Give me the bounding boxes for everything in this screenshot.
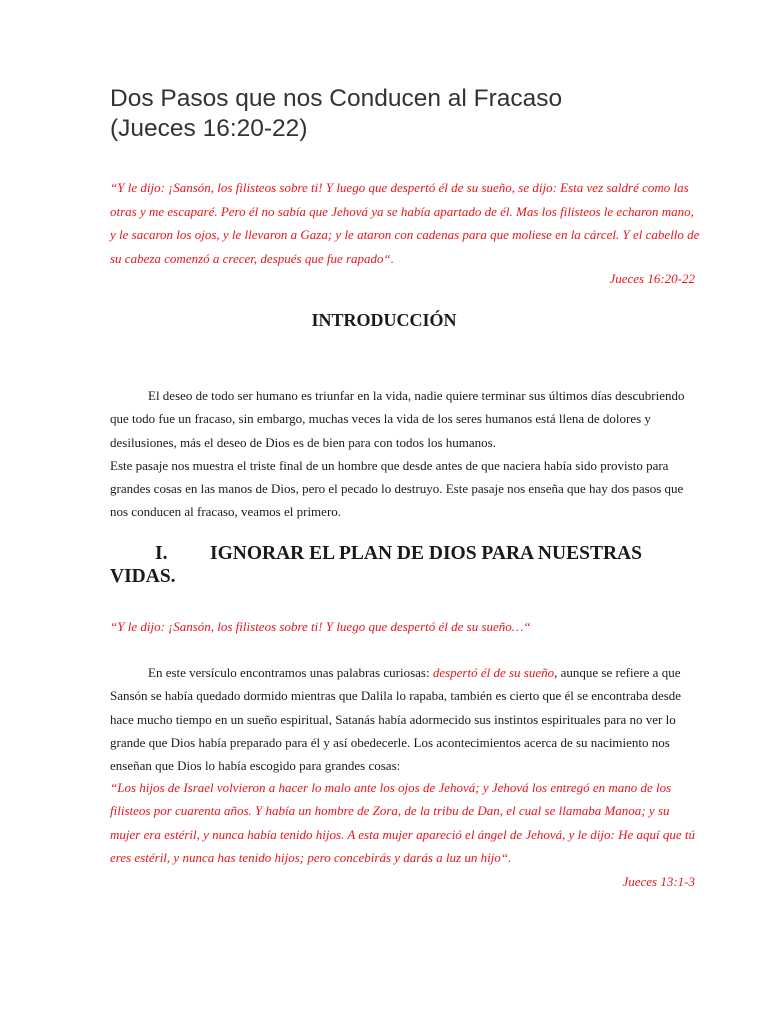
- opening-quote: “Y le dijo: ¡Sansón, los filisteos sobre ti! Y luego que despertó él de su sueño, se dijo: Esta vez saldré como las otras y me escaparé. Pero él no sabía que Jehová ya se había apartado de él. Mas los filisteos le echaron mano, y le sacaron los ojos, y le llevaron a Gaza; y le ataron con cadenas para que moliese en la cárcel. Y el cabello de su cabeza comenzó a crecer, después que fue rapado“.: [110, 180, 700, 266]
- section-1-paragraph-start: En este versículo encontramos unas palabras curiosas:: [148, 665, 433, 680]
- title-line-1: Dos Pasos que nos Conducen al Fracaso: [110, 85, 563, 112]
- introduction-heading: INTRODUCCIÓN: [311, 310, 457, 330]
- introduction-paragraph-1: El deseo de todo ser humano es triunfar en la vida, nadie quiere terminar sus últimos días descubriendo que todo fue un fracaso, sin embargo, muchas veces la vida de los seres humanos está llena de dolores y desilusiones, más el deseo de Dios es de bien para con todos los humanos.: [110, 388, 685, 450]
- highlighted-phrase: despertó él de su sueño: [432, 665, 555, 680]
- title-line-2: (Jueces 16:20-22): [110, 115, 308, 142]
- introduction-body: [110, 384, 700, 524]
- section-1-paragraph-rest: , aunque se refiere a que Sansón se había quedado dormido mientras que Dalila lo rapaba, también es cierto que él se encontraba desde hace mucho tiempo en un sueño espiritual, Satanás había adormecido sus instintos espirituales para no ver lo grande que Dios había preparado para él y así obedecerle. Los acontecimientos acerca de su nacimiento nos enseñan que Dios lo había escogido para grandes cosas:: [110, 665, 682, 774]
- section-1-paragraph: [110, 661, 700, 777]
- introduction-paragraph-2: Este pasaje nos muestra el triste final de un hombre que desde antes de que naciera había sido provisto para grandes cosas en las manos de Dios, pero el pecado lo destruyo. Este pasaje nos enseña que hay dos pasos que nos conducen al fracaso, veamos el primero.: [110, 457, 684, 520]
- section-1-number: I.: [155, 543, 168, 564]
- birth-quote: “Los hijos de Israel volvieron a hacer lo malo ante los ojos de Jehová; y Jehová los entregó en mano de los filisteos por cuarenta años. Y había un hombre de Zora, de la tribu de Dan, el cual se llamaba Manoa; y su mujer era estéril, y nunca había tenido hijos. A esta mujer apareció el ángel de Jehová, y le dijo: He aquí que tú eres estéril, y nunca has tenido hijos; pero concebirás y darás a luz un hijo“.: [110, 780, 695, 865]
- birth-quote-reference: Jueces 13:1-3: [622, 874, 695, 889]
- opening-quote-reference: Jueces 16:20-22: [609, 271, 695, 286]
- section-1-quote: “Y le dijo: ¡Sansón, los filisteos sobre ti! Y luego que despertó él de su sueño…“: [110, 619, 531, 634]
- section-1-title: IGNORAR EL PLAN DE DIOS PARA NUESTRAS VIDAS.: [110, 543, 642, 587]
- document-title: [110, 84, 710, 144]
- section-1-heading: [110, 542, 700, 588]
